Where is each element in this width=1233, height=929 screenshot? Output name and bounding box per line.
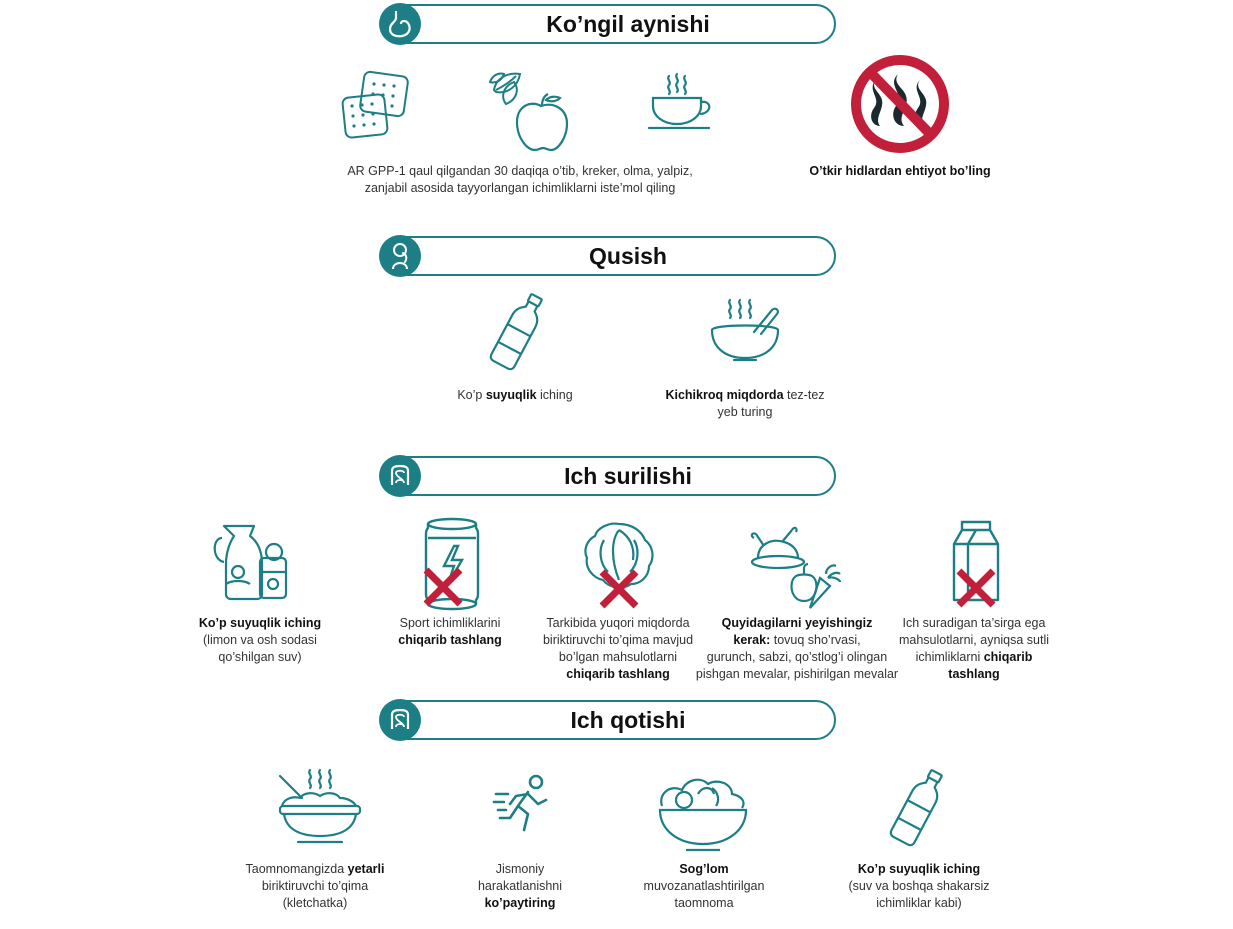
bell-pepper-icon — [792, 564, 817, 601]
forbidden-cross-icon — [596, 567, 642, 611]
forbidden-cross-icon — [420, 565, 466, 609]
forbidden-cross-icon — [953, 566, 999, 610]
carrot-icon — [810, 565, 840, 608]
vomiting-person-icon — [379, 235, 421, 277]
section-header-nausea — [380, 4, 836, 44]
caption-enough-fiber: Taomnomangizda yetarli biriktiruvchi to’qima (kletchatka) — [245, 862, 385, 910]
section-title: Ich qotishi — [570, 707, 686, 733]
apple-icon — [517, 94, 567, 150]
caption-laxative-products: Ich suradigan ta’sirga ega mahsulotlarni, ayniqsa sutli ichimliklarni chiqarib tashlang — [898, 616, 1050, 681]
section-header-diarrhea — [380, 456, 836, 496]
section-title: Qusish — [589, 243, 667, 269]
caption-drink-fluids-lemon: Ko’p suyuqlik iching (limon va osh sodasi qo’shilgan suv) — [198, 616, 322, 664]
caption-fiber-foods: Tarkibida yuqori miqdorda biriktiruvchi to’qima mavjud bo’lgan mahsulotlarni chiqarib tashlang — [542, 616, 694, 681]
porridge-bowl-icon — [276, 766, 364, 848]
section-header-vomiting — [380, 236, 836, 276]
intestine-icon — [379, 699, 421, 741]
lemon-water-jug-icon — [212, 522, 294, 602]
intestine-icon — [379, 455, 421, 497]
caption-drink-fluids: Ko’p suyuqlik iching — [457, 388, 573, 402]
section-title: Ich surilishi — [564, 463, 692, 489]
water-bottle-icon — [488, 290, 548, 374]
caption-recommended-foods: Quyidagilarni yeyishingiz kerak: tovuq sho’rvasi, gurunch, sabzi, qo’stlog’i olingan pishgan mevalar, pishirilgan mevalar — [695, 616, 899, 681]
stomach-icon — [379, 3, 421, 45]
roast-chicken-icon — [752, 528, 804, 568]
caption-small-portions: Kichikroq miqdorda tez-tez yeb turing — [665, 388, 825, 419]
crackers-icon — [340, 70, 412, 144]
soup-bowl-icon — [708, 298, 782, 368]
caption-drink-sugarfree: Ko’p suyuqlik iching (suv va boshqa shakarsiz ichimliklar kabi) — [848, 862, 990, 910]
caption-physical-activity: Jismoniy harakatlanishni ko’paytiring — [477, 862, 563, 910]
no-strong-odors-icon — [846, 52, 954, 156]
salad-bowl-icon — [656, 770, 750, 854]
caption-crackers-apple-mint: AR GPP-1 qaul qilgandan 30 daqiqa o’tib, kreker, olma, yalpiz, zanjabil asosida tayyorlangan ichimliklarni iste’mol qiling — [347, 164, 693, 195]
caption-sport-drinks: Sport ichimliklarini chiqarib tashlang — [398, 616, 502, 647]
caption-strong-odors: O’tkir hidlardan ehtiyot bo’ling — [809, 164, 991, 178]
caption-balanced-diet: Sog’lom muvozanatlashtirilgan taomnoma — [643, 862, 765, 910]
running-person-icon — [492, 772, 552, 844]
water-bottle-icon — [888, 766, 948, 850]
section-title: Ko’ngil aynishi — [546, 11, 710, 37]
tea-cup-icon — [645, 72, 717, 134]
mint-leaf-icon — [490, 73, 520, 104]
section-header-constipation — [380, 700, 836, 740]
